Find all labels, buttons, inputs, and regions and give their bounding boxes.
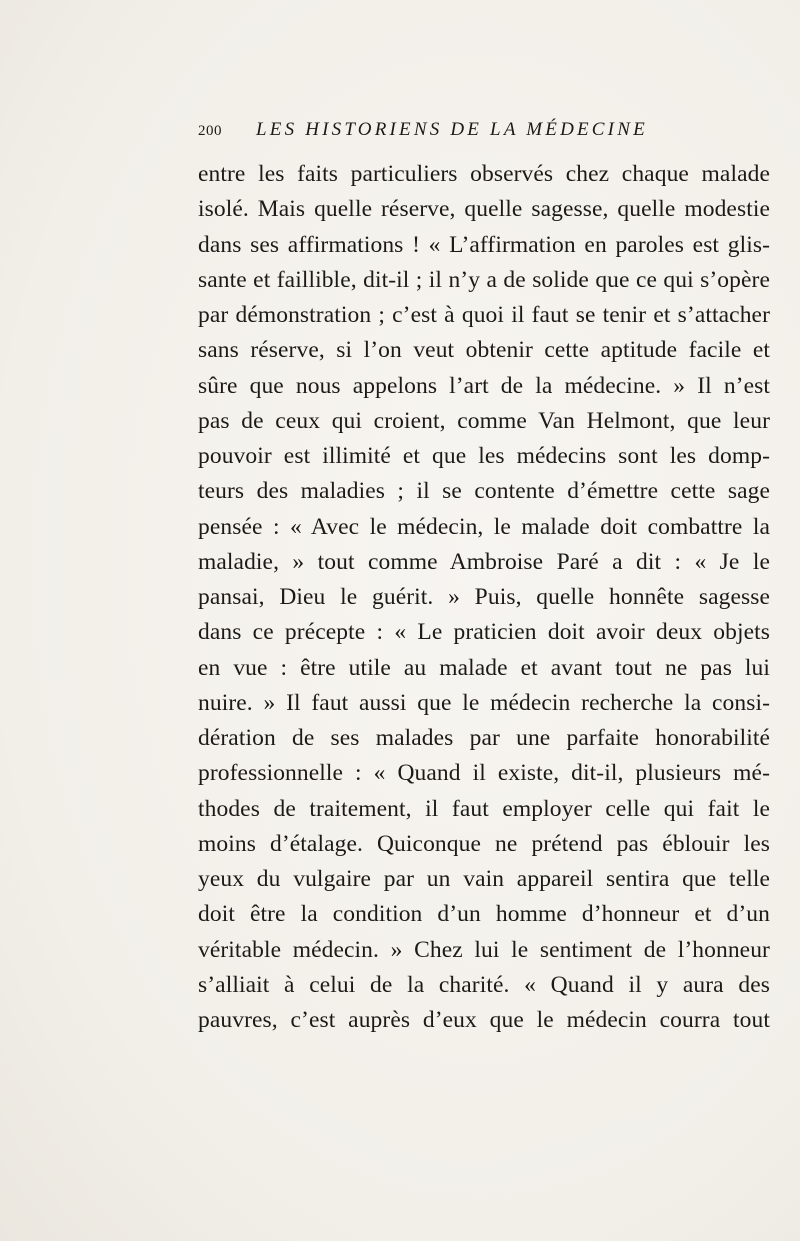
running-title: LES HISTORIENS DE LA MÉDECINE <box>256 119 648 140</box>
text-line: doit être la condition d’un homme d’honneur et d’un <box>198 901 770 928</box>
text-line: s’alliait à celui de la charité. « Quand il y aura des <box>198 971 770 998</box>
text-line: pensée : « Avec le médecin, le malade doit combattre la <box>198 513 770 540</box>
text-line: yeux du vulgaire par un vain appareil sentira que telle <box>198 866 770 892</box>
text-line: entre les faits particuliers observés chez chaque malade <box>198 161 770 187</box>
text-line: thodes de traitement, il faut employer celle qui fait le <box>198 795 770 822</box>
text-line: dération de ses malades par une parfaite honorabilité <box>198 725 770 751</box>
text-line: dans ses affirmations ! « L’affirmation en paroles est glis- <box>198 231 770 258</box>
text-line: teurs des maladies ; il se contente d’émettre cette sage <box>198 478 770 505</box>
text-line: pas de ceux qui croient, comme Van Helmont, que leur <box>198 407 770 434</box>
text-line: professionnelle : « Quand il existe, dit-il, plusieurs mé- <box>198 760 770 787</box>
text-line: pansai, Dieu le guérit. » Puis, quelle honnête sagesse <box>198 584 770 610</box>
text-line: isolé. Mais quelle réserve, quelle sagesse, quelle modestie <box>198 196 770 223</box>
running-head <box>198 119 768 147</box>
text-line: sans réserve, si l’on veut obtenir cette aptitude facile et <box>198 337 770 364</box>
text-line: moins d’étalage. Quiconque ne prétend pas éblouir les <box>198 830 770 857</box>
text-line: véritable médecin. » Chez lui le sentiment de l’honneur <box>198 936 770 963</box>
text-line: en vue : être utile au malade et avant tout ne pas lui <box>198 654 770 681</box>
text-line: maladie, » tout comme Ambroise Paré a dit : « Je le <box>198 548 770 575</box>
text-line: sûre que nous appelons l’art de la médecine. » Il n’est <box>198 372 770 399</box>
text-line: par démonstration ; c’est à quoi il faut se tenir et s’attacher <box>198 302 770 328</box>
text-line: pauvres, c’est auprès d’eux que le médecin courra tout <box>198 1007 770 1033</box>
page-number: 200 <box>198 123 222 139</box>
text-line: nuire. » Il faut aussi que le médecin recherche la consi- <box>198 689 770 716</box>
text-line: sante et faillible, dit-il ; il n’y a de solide que ce qui s’opère <box>198 266 770 293</box>
text-line: dans ce précepte : « Le praticien doit avoir deux objets <box>198 619 770 646</box>
text-line: pouvoir est illimité et que les médecins sont les domp- <box>198 443 770 469</box>
body-text <box>198 157 770 1038</box>
